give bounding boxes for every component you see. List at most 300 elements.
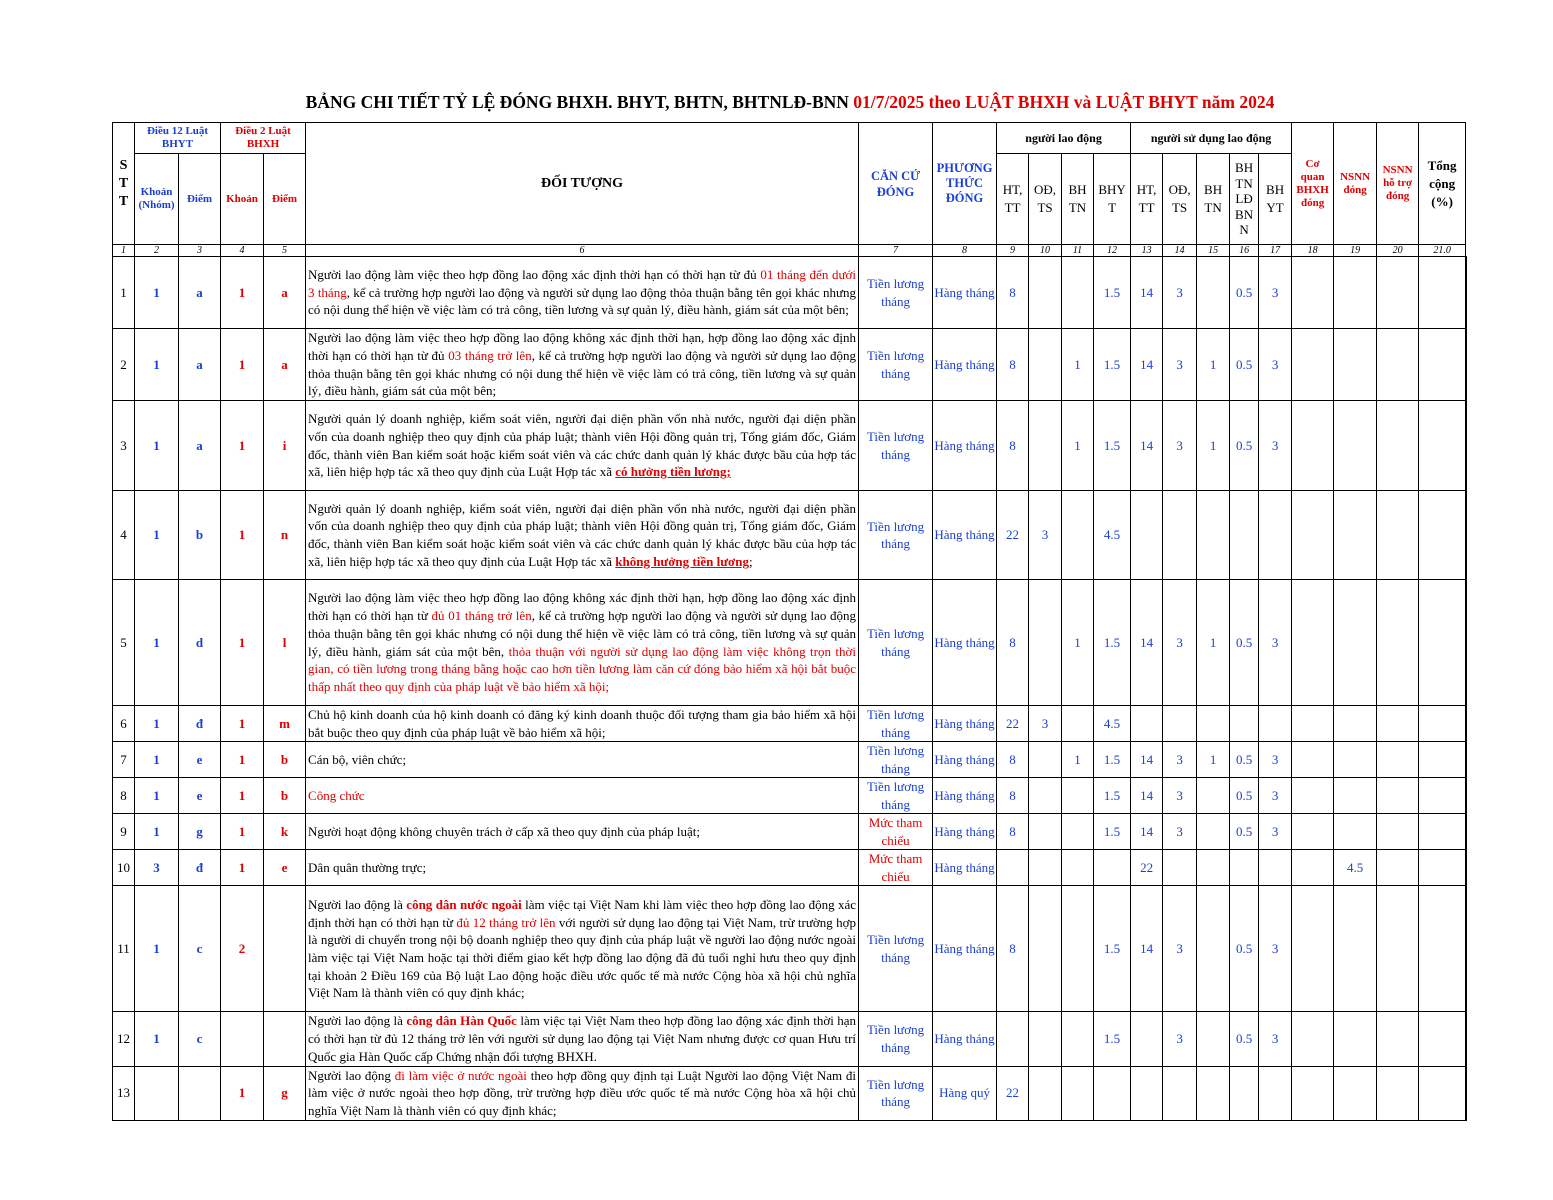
row-phuong-thuc-dong: Hàng tháng — [933, 886, 997, 1012]
row-rate-value — [1062, 850, 1094, 886]
header-can-cu-dong: CĂN CỨ ĐÓNG — [859, 123, 933, 245]
row-diem-bhyt — [179, 1066, 221, 1120]
row-rate-value — [997, 1012, 1029, 1066]
row-diem-bhxh: e — [264, 850, 306, 886]
column-number: 18 — [1292, 245, 1334, 257]
row-can-cu-dong: Tiền lương tháng — [859, 329, 933, 401]
row-rate-value: 14 — [1131, 814, 1163, 850]
column-number: 12 — [1094, 245, 1131, 257]
row-rate-value: 1.5 — [1094, 1012, 1131, 1066]
header-co-quan-bhxh: Cơ quan BHXH đóng — [1292, 123, 1334, 245]
row-rate-value: 1.5 — [1094, 778, 1131, 814]
row-diem-bhyt: b — [179, 491, 221, 580]
desc-segment: thỏa thuận với người sử dụng lao động làm việc không trọn thời gian, có tiền lương trong tháng bằng hoặc cao hơn tiền lương làm căn cứ đóng bảo hiểm xã hội bắt buộc thấp nhất theo quy định của pháp luật về bảo hiểm xã hội; — [308, 643, 857, 694]
row-diem-bhxh: l — [264, 580, 306, 706]
row-rate-value: 22 — [1131, 850, 1163, 886]
row-stt: 9 — [113, 814, 135, 850]
header-sub: OĐ, TS — [1163, 154, 1197, 245]
row-phuong-thuc-dong: Hàng tháng — [933, 1012, 997, 1066]
row-can-cu-dong: Tiền lương tháng — [859, 401, 933, 491]
row-rate-value: 8 — [997, 814, 1029, 850]
row-rate-value — [1419, 706, 1466, 742]
row-rate-value: 0.5 — [1230, 401, 1259, 491]
row-rate-value: 1.5 — [1094, 401, 1131, 491]
header-nguoi-lao-dong: người lao động — [997, 123, 1131, 154]
row-rate-value — [1292, 257, 1334, 329]
row-rate-value: 14 — [1131, 257, 1163, 329]
row-diem-bhyt: e — [179, 778, 221, 814]
row-rate-value — [1419, 580, 1466, 706]
row-rate-value — [1197, 814, 1230, 850]
row-phuong-thuc-dong: Hàng tháng — [933, 401, 997, 491]
row-tong-cong — [1466, 778, 1467, 814]
row-khoan-bhxh: 1 — [221, 329, 264, 401]
row-doi-tuong — [306, 491, 859, 580]
row-rate-value — [1062, 1066, 1094, 1120]
row-rate-value — [1197, 850, 1230, 886]
row-rate-value: 3 — [1259, 778, 1292, 814]
header-khoan-2: Khoản — [221, 154, 264, 245]
row-rate-value — [1334, 491, 1377, 580]
row-rate-value — [1131, 1066, 1163, 1120]
column-number: 15 — [1197, 245, 1230, 257]
row-rate-value — [1292, 850, 1334, 886]
row-rate-value: 3 — [1163, 257, 1197, 329]
desc-segment: Người lao động là — [308, 896, 407, 912]
row-rate-value: 3 — [1163, 814, 1197, 850]
header-nsnn-dong: NSNN đóng — [1334, 123, 1377, 245]
desc-segment: Công chức — [308, 788, 365, 804]
row-diem-bhyt: a — [179, 329, 221, 401]
header-phuong-thuc-dong: PHƯƠNG THỨC ĐÓNG — [933, 123, 997, 245]
row-rate-value: 1.5 — [1094, 257, 1131, 329]
column-number: 6 — [306, 245, 859, 257]
row-rate-value — [1292, 329, 1334, 401]
row-rate-value: 1.5 — [1094, 814, 1131, 850]
header-sub: OĐ, TS — [1029, 154, 1062, 245]
row-rate-value — [1259, 850, 1292, 886]
row-rate-value: 3 — [1259, 401, 1292, 491]
row-rate-value — [1259, 706, 1292, 742]
row-rate-value — [1419, 1012, 1466, 1066]
row-khoan-bhxh: 1 — [221, 850, 264, 886]
row-diem-bhxh: b — [264, 778, 306, 814]
row-rate-value — [1377, 742, 1419, 778]
row-rate-value — [1334, 706, 1377, 742]
row-tong-cong — [1466, 742, 1467, 778]
row-can-cu-dong: Tiền lương tháng — [859, 886, 933, 1012]
row-phuong-thuc-dong: Hàng tháng — [933, 778, 997, 814]
header-sub: BH TN LĐ BN N — [1230, 154, 1259, 245]
row-rate-value — [1419, 778, 1466, 814]
row-rate-value: 14 — [1131, 778, 1163, 814]
row-rate-value — [1131, 1012, 1163, 1066]
row-rate-value: 1 — [1197, 401, 1230, 491]
row-khoan-bhxh — [221, 1012, 264, 1066]
row-rate-value — [1334, 257, 1377, 329]
row-rate-value: 3 — [1259, 1012, 1292, 1066]
row-diem-bhyt: a — [179, 257, 221, 329]
row-rate-value — [1230, 850, 1259, 886]
row-rate-value: 1 — [1062, 329, 1094, 401]
row-doi-tuong — [306, 1066, 859, 1120]
row-phuong-thuc-dong: Hàng quý — [933, 1066, 997, 1120]
row-khoan-bhyt: 1 — [135, 329, 179, 401]
desc-segment: , kể cả trường hợp người lao động và người sử dụng lao động thỏa thuận bằng tên gọi khác nhưng có nội dung thể hiện về việc làm có trả công, tiền lương và sự quản lý, điều hành, giám sát của một bên, — [308, 608, 857, 659]
row-doi-tuong — [306, 580, 859, 706]
row-rate-value — [1292, 1012, 1334, 1066]
row-rate-value: 8 — [997, 329, 1029, 401]
column-number: 19 — [1334, 245, 1377, 257]
row-doi-tuong — [306, 329, 859, 401]
row-rate-value — [1062, 886, 1094, 1012]
table-row — [113, 814, 1467, 850]
row-rate-value — [1197, 706, 1230, 742]
row-khoan-bhyt: 1 — [135, 491, 179, 580]
table-row — [113, 329, 1467, 401]
page-title — [0, 92, 1553, 113]
row-rate-value — [1377, 401, 1419, 491]
row-rate-value — [1197, 1066, 1230, 1120]
table-row — [113, 491, 1467, 580]
row-rate-value: 0.5 — [1230, 742, 1259, 778]
row-rate-value — [1062, 814, 1094, 850]
row-rate-value — [1419, 329, 1466, 401]
column-number: 7 — [859, 245, 933, 257]
row-rate-value: 14 — [1131, 886, 1163, 1012]
row-phuong-thuc-dong: Hàng tháng — [933, 329, 997, 401]
row-doi-tuong — [306, 706, 859, 742]
header-sub: BHY T — [1094, 154, 1131, 245]
row-rate-value: 14 — [1131, 401, 1163, 491]
title-date-law: 01/7/2025 theo LUẬT BHXH và LUẬT BHYT năm 2024 — [853, 92, 1275, 112]
row-tong-cong — [1466, 814, 1467, 850]
row-rate-value: 8 — [997, 778, 1029, 814]
row-stt: 10 — [113, 850, 135, 886]
row-stt: 6 — [113, 706, 135, 742]
row-tong-cong — [1466, 1012, 1467, 1066]
column-number: 16 — [1230, 245, 1259, 257]
row-rate-value — [1419, 491, 1466, 580]
row-rate-value — [1377, 329, 1419, 401]
row-khoan-bhyt: 1 — [135, 257, 179, 329]
table-row — [113, 706, 1467, 742]
row-rate-value: 4.5 — [1094, 706, 1131, 742]
row-rate-value — [1419, 814, 1466, 850]
row-rate-value: 1.5 — [1094, 329, 1131, 401]
row-diem-bhyt: c — [179, 1012, 221, 1066]
row-diem-bhyt: đ — [179, 850, 221, 886]
row-diem-bhxh: m — [264, 706, 306, 742]
table-row — [113, 1066, 1467, 1120]
row-rate-value — [1029, 778, 1062, 814]
row-can-cu-dong: Tiền lương tháng — [859, 706, 933, 742]
header-nsnn-ho-tro: NSNN hỗ trợ đóng — [1377, 123, 1419, 245]
row-khoan-bhyt: 1 — [135, 886, 179, 1012]
row-rate-value — [1334, 329, 1377, 401]
row-rate-value — [1377, 257, 1419, 329]
row-can-cu-dong: Tiền lương tháng — [859, 742, 933, 778]
column-number: 2 — [135, 245, 179, 257]
row-rate-value: 1 — [1197, 329, 1230, 401]
row-rate-value: 8 — [997, 886, 1029, 1012]
desc-segment: đủ 01 tháng trở lên — [431, 608, 532, 624]
header-dieu12-bhyt: Điều 12 Luật BHYT — [135, 123, 221, 154]
row-rate-value: 1 — [1062, 580, 1094, 706]
row-rate-value: 8 — [997, 742, 1029, 778]
column-number: 8 — [933, 245, 997, 257]
row-rate-value — [1029, 401, 1062, 491]
row-rate-value — [1029, 1012, 1062, 1066]
desc-segment: Người lao động làm việc theo hợp đồng lao động không xác định thời hạn, hợp đồng lao động xác định thời hạn có thời hạn từ — [308, 590, 857, 624]
row-rate-value — [1292, 491, 1334, 580]
column-number: 11 — [1062, 245, 1094, 257]
row-khoan-bhyt: 1 — [135, 814, 179, 850]
row-rate-value: 0.5 — [1230, 778, 1259, 814]
header-sub: BH TN — [1197, 154, 1230, 245]
row-rate-value: 3 — [1259, 580, 1292, 706]
row-can-cu-dong: Tiền lương tháng — [859, 778, 933, 814]
row-rate-value: 0.5 — [1230, 886, 1259, 1012]
row-rate-value — [1197, 778, 1230, 814]
row-khoan-bhxh: 1 — [221, 401, 264, 491]
row-rate-value — [1334, 778, 1377, 814]
desc-segment: Người lao động — [308, 1067, 395, 1083]
row-stt: 4 — [113, 491, 135, 580]
row-doi-tuong — [306, 257, 859, 329]
desc-segment: Cán bộ, viên chức; — [308, 752, 407, 768]
row-rate-value — [1197, 491, 1230, 580]
header-khoan-nhom: Khoản (Nhóm) — [135, 154, 179, 245]
row-rate-value: 1 — [1062, 401, 1094, 491]
row-doi-tuong — [306, 778, 859, 814]
row-rate-value — [1230, 491, 1259, 580]
row-rate-value: 4.5 — [1094, 491, 1131, 580]
row-stt: 7 — [113, 742, 135, 778]
row-can-cu-dong: Mức tham chiếu — [859, 814, 933, 850]
desc-segment: theo hợp đồng quy định tại Luật Người lao động Việt Nam đi làm việc ở nước ngoài theo hợp đồng, trừ trường hợp điều ước quốc tế mà nước Cộng hòa xã hội chủ nghĩa Việt Nam là thành viên có quy định khác; — [308, 1067, 857, 1118]
desc-segment: Người hoạt động không chuyên trách ở cấp xã theo quy định của pháp luật; — [308, 824, 700, 840]
contribution-rate-table — [112, 122, 1467, 1121]
row-stt: 8 — [113, 778, 135, 814]
row-rate-value: 3 — [1163, 778, 1197, 814]
row-khoan-bhyt: 1 — [135, 401, 179, 491]
row-rate-value — [1029, 1066, 1062, 1120]
row-tong-cong — [1466, 886, 1467, 1012]
row-rate-value: 8 — [997, 257, 1029, 329]
column-number: 4 — [221, 245, 264, 257]
row-khoan-bhxh: 1 — [221, 742, 264, 778]
column-number: 1 — [113, 245, 135, 257]
row-rate-value: 22 — [997, 491, 1029, 580]
row-rate-value — [1377, 778, 1419, 814]
row-phuong-thuc-dong: Hàng tháng — [933, 706, 997, 742]
row-diem-bhxh: n — [264, 491, 306, 580]
row-rate-value: 3 — [1163, 742, 1197, 778]
row-rate-value: 1.5 — [1094, 742, 1131, 778]
header-diem-12: Điểm — [179, 154, 221, 245]
row-rate-value — [1230, 706, 1259, 742]
row-khoan-bhyt — [135, 1066, 179, 1120]
row-khoan-bhxh: 1 — [221, 491, 264, 580]
row-doi-tuong — [306, 814, 859, 850]
row-stt: 5 — [113, 580, 135, 706]
row-diem-bhxh — [264, 1012, 306, 1066]
row-rate-value: 1 — [1197, 742, 1230, 778]
row-stt: 12 — [113, 1012, 135, 1066]
row-doi-tuong — [306, 742, 859, 778]
row-rate-value — [1094, 850, 1131, 886]
column-number: 5 — [264, 245, 306, 257]
row-rate-value: 1 — [1197, 580, 1230, 706]
row-can-cu-dong: Mức tham chiếu — [859, 850, 933, 886]
row-rate-value: 3 — [1029, 491, 1062, 580]
header-stt: S T T — [113, 123, 135, 245]
row-rate-value: 14 — [1131, 580, 1163, 706]
row-rate-value — [1377, 580, 1419, 706]
row-phuong-thuc-dong: Hàng tháng — [933, 850, 997, 886]
row-rate-value — [1062, 491, 1094, 580]
header-sub: BH YT — [1259, 154, 1292, 245]
row-diem-bhyt: e — [179, 742, 221, 778]
row-rate-value: 3 — [1163, 580, 1197, 706]
row-rate-value — [1197, 257, 1230, 329]
row-rate-value — [1377, 491, 1419, 580]
row-diem-bhxh: g — [264, 1066, 306, 1120]
column-number: 20 — [1377, 245, 1419, 257]
row-khoan-bhxh: 1 — [221, 580, 264, 706]
header-diem-2: Điểm — [264, 154, 306, 245]
row-doi-tuong — [306, 1012, 859, 1066]
row-phuong-thuc-dong: Hàng tháng — [933, 580, 997, 706]
row-tong-cong — [1466, 580, 1467, 706]
header-nguoi-su-dung-lao-dong: người sử dụng lao động — [1131, 123, 1292, 154]
desc-segment: 01 tháng đến dưới 3 tháng — [308, 266, 857, 300]
desc-segment: Người quản lý doanh nghiệp, kiểm soát viên, người đại diện phần vốn nhà nước, người đại diện phần vốn của doanh nghiệp theo quy định của pháp luật; thành viên Hội đồng quản trị, Tổng giám đốc, Giám đốc, thành viên Ban kiểm soát hoặc kiểm soát viên và các chức danh quản lý khác được bầu của hợp tác xã, liên hiệp hợp tác xã theo quy định của Luật Hợp tác xã — [308, 411, 857, 480]
row-rate-value — [1334, 742, 1377, 778]
row-can-cu-dong: Tiền lương tháng — [859, 1066, 933, 1120]
row-diem-bhxh: a — [264, 257, 306, 329]
row-doi-tuong — [306, 850, 859, 886]
row-rate-value: 0.5 — [1230, 1012, 1259, 1066]
column-number: 21.0 — [1419, 245, 1466, 257]
row-rate-value — [1029, 814, 1062, 850]
row-rate-value — [1163, 706, 1197, 742]
table-row — [113, 850, 1467, 886]
row-phuong-thuc-dong: Hàng tháng — [933, 257, 997, 329]
row-khoan-bhxh: 1 — [221, 1066, 264, 1120]
row-rate-value — [1419, 1066, 1466, 1120]
row-rate-value — [1163, 850, 1197, 886]
row-tong-cong — [1466, 257, 1467, 329]
row-phuong-thuc-dong: Hàng tháng — [933, 742, 997, 778]
column-number: 13 — [1131, 245, 1163, 257]
row-rate-value — [1062, 1012, 1094, 1066]
desc-segment: Chủ hộ kinh doanh của hộ kinh doanh có đăng ký kinh doanh thuộc đối tượng tham gia bảo hiểm xã hội bắt buộc theo quy định của pháp luật về bảo hiểm xã hội; — [308, 707, 857, 740]
title-main: BẢNG CHI TIẾT TỶ LỆ ĐÓNG BHXH. BHYT, BHTN, BHTNLĐ-BNN — [305, 92, 854, 112]
desc-segment: , kể cả trường hợp người lao động và người sử dụng lao động thỏa thuận bằng tên gọi khác nhưng có nội dung thể hiện về việc làm có trả công, tiền lương và sự quản lý, điều hành, giám sát của một bên; — [308, 347, 857, 399]
row-rate-value — [1334, 1066, 1377, 1120]
row-can-cu-dong: Tiền lương tháng — [859, 257, 933, 329]
row-rate-value: 0.5 — [1230, 329, 1259, 401]
row-khoan-bhxh: 1 — [221, 706, 264, 742]
column-number-row — [113, 245, 1467, 257]
row-rate-value — [1062, 778, 1094, 814]
row-rate-value: 3 — [1259, 886, 1292, 1012]
row-tong-cong — [1466, 850, 1467, 886]
row-rate-value: 3 — [1259, 814, 1292, 850]
desc-segment: 03 tháng trở lên — [448, 347, 532, 363]
desc-segment: công dân nước ngoài — [406, 896, 522, 912]
row-can-cu-dong: Tiền lương tháng — [859, 491, 933, 580]
row-rate-value — [1197, 886, 1230, 1012]
column-number: 9 — [997, 245, 1029, 257]
row-can-cu-dong: Tiền lương tháng — [859, 1012, 933, 1066]
row-rate-value — [1029, 257, 1062, 329]
row-rate-value — [1029, 742, 1062, 778]
row-rate-value — [1029, 329, 1062, 401]
row-khoan-bhyt: 1 — [135, 778, 179, 814]
header-sub: BH TN — [1062, 154, 1094, 245]
row-diem-bhxh: k — [264, 814, 306, 850]
row-rate-value — [1419, 850, 1466, 886]
row-rate-value: 1 — [1062, 742, 1094, 778]
row-phuong-thuc-dong: Hàng tháng — [933, 491, 997, 580]
row-khoan-bhxh: 2 — [221, 886, 264, 1012]
row-rate-value — [1292, 1066, 1334, 1120]
row-rate-value — [1292, 580, 1334, 706]
row-doi-tuong — [306, 401, 859, 491]
row-rate-value — [1377, 706, 1419, 742]
row-diem-bhyt: d — [179, 580, 221, 706]
desc-segment: Người lao động làm việc theo hợp đồng lao động xác định thời hạn có thời hạn từ đủ — [308, 266, 761, 282]
row-rate-value — [1062, 257, 1094, 329]
column-number: 3 — [179, 245, 221, 257]
row-rate-value — [1259, 1066, 1292, 1120]
row-tong-cong — [1466, 401, 1467, 491]
desc-segment: Người quản lý doanh nghiệp, kiểm soát viên, người đại diện phần vốn nhà nước, người đại diện phần vốn của doanh nghiệp theo quy định của pháp luật; thành viên Hội đồng quản trị, Tổng giám đốc, Giám đốc, thành viên Ban kiểm soát hoặc kiểm soát viên và các chức danh quản lý khác được bầu của hợp tác xã, liên hiệp hợp tác xã theo quy định của Luật Hợp tác xã — [308, 500, 857, 569]
table-row — [113, 778, 1467, 814]
row-stt: 11 — [113, 886, 135, 1012]
row-rate-value — [1292, 778, 1334, 814]
row-rate-value: 3 — [1259, 329, 1292, 401]
row-rate-value — [1131, 706, 1163, 742]
table-row — [113, 257, 1467, 329]
header-doi-tuong: ĐỐI TƯỢNG — [306, 123, 859, 245]
row-diem-bhxh: b — [264, 742, 306, 778]
row-rate-value — [1377, 850, 1419, 886]
row-rate-value — [1029, 886, 1062, 1012]
row-rate-value — [1062, 706, 1094, 742]
row-rate-value — [1292, 742, 1334, 778]
table-row — [113, 886, 1467, 1012]
row-rate-value — [1334, 580, 1377, 706]
row-rate-value — [1094, 1066, 1131, 1120]
row-khoan-bhxh: 1 — [221, 814, 264, 850]
row-khoan-bhxh: 1 — [221, 778, 264, 814]
row-diem-bhyt: g — [179, 814, 221, 850]
row-diem-bhxh: a — [264, 329, 306, 401]
row-rate-value: 14 — [1131, 742, 1163, 778]
row-rate-value — [1377, 886, 1419, 1012]
row-rate-value — [1292, 886, 1334, 1012]
row-rate-value — [1377, 1066, 1419, 1120]
row-rate-value: 8 — [997, 401, 1029, 491]
row-khoan-bhyt: 1 — [135, 580, 179, 706]
row-diem-bhyt: c — [179, 886, 221, 1012]
table-row — [113, 1012, 1467, 1066]
row-diem-bhxh — [264, 886, 306, 1012]
